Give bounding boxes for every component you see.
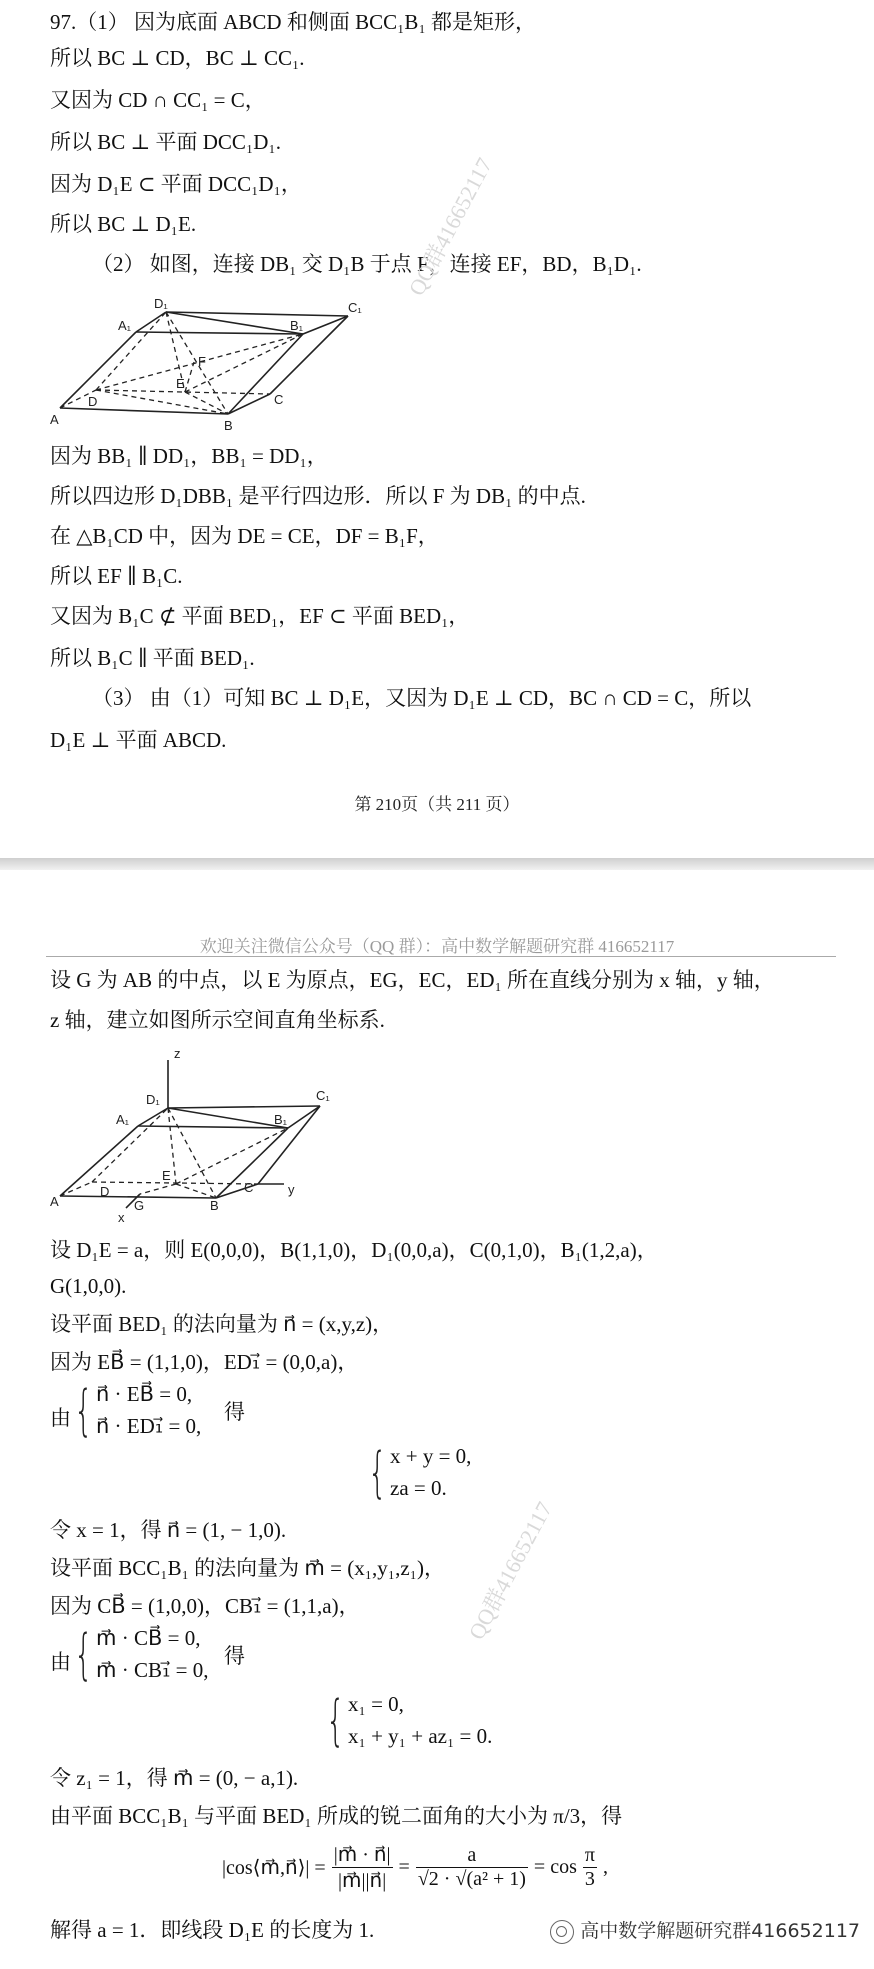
- wechat-icon: [550, 1920, 574, 1944]
- text-line: 因为 D₁E ⊂ 平面 DCC₁D₁，: [50, 172, 302, 196]
- page-210: [0, 0, 874, 858]
- formula-end: ,: [602, 1856, 608, 1878]
- text-line: 设平面 BCC₁B₁ 的法向量为 m⃗ = (x₁,y₁,z₁)，: [50, 1556, 445, 1580]
- label-B1: B₁: [274, 1112, 288, 1127]
- text-line: 所以 B₁C ∥ 平面 BED₁.: [50, 646, 255, 670]
- cosine-formula: [222, 1842, 608, 1893]
- system-tail: 得: [224, 1644, 245, 1668]
- brace: {: [74, 1623, 93, 1686]
- text-line: 由平面 BCC₁B₁ 与平面 BED₁ 所成的锐二面角的大小为 π/3，得: [50, 1804, 623, 1828]
- label-F: F: [198, 354, 206, 369]
- brand-watermark: [550, 1916, 860, 1944]
- label-A: A: [50, 412, 59, 427]
- label-B: B: [210, 1198, 219, 1213]
- label-A1: A₁: [116, 1112, 130, 1127]
- page-footer: 第 210页（共 211 页）: [354, 795, 520, 814]
- text-line: 设 G 为 AB 的中点，以 E 为原点，EG，EC，ED₁ 所在直线分别为 x 轴，y 轴，: [50, 968, 775, 992]
- text-line: D₁E ⊥ 平面 ABCD.: [50, 728, 227, 752]
- label-B: B: [224, 418, 233, 433]
- brace: {: [368, 1441, 387, 1504]
- equals: =: [398, 1856, 410, 1878]
- fraction-denominator: √2 · √(a² + 1): [417, 1868, 526, 1890]
- fraction-numerator: π: [584, 1844, 595, 1866]
- coordinate-figure: [48, 1044, 358, 1224]
- label-C: C: [244, 1180, 254, 1195]
- fraction: [332, 1842, 393, 1893]
- text-line: 令 z₁ = 1，得 m⃗ = (0, − a,1).: [50, 1766, 299, 1790]
- text-line: 令 x = 1，得 n⃗ = (1, − 1,0).: [50, 1518, 287, 1542]
- page-separator: [0, 858, 874, 870]
- page-211: [0, 870, 874, 1969]
- text-line: （3） 由（1）可知 BC ⊥ D₁E，又因为 D₁E ⊥ CD，BC ∩ CD = C，所以: [92, 686, 752, 710]
- text-line: 因为 CB⃗ = (1,0,0)，CB₁⃗ = (1,1,a)，: [50, 1594, 360, 1618]
- fraction: [416, 1844, 528, 1891]
- text-line: 因为 BB₁ ∥ DD₁，BB₁ = DD₁，: [50, 444, 328, 468]
- label-B1: B₁: [290, 318, 304, 333]
- watermark: QQ群416652117: [463, 1497, 557, 1644]
- text-line: 又因为 B₁C ⊄ 平面 BED₁，EF ⊂ 平面 BED₁，: [50, 604, 470, 628]
- fraction: [583, 1844, 597, 1891]
- system-tail: 得: [224, 1400, 245, 1424]
- text-line: 因为 EB⃗ = (1,1,0)，ED₁⃗ = (0,0,a)，: [50, 1350, 359, 1374]
- equals-cos: = cos: [533, 1856, 577, 1878]
- page-header: 欢迎关注微信公众号（QQ 群）：高中数学解题研究群 416652117: [199, 937, 675, 956]
- brand-text: 高中数学解题研究群416652117: [580, 1920, 860, 1942]
- system-row: za = 0.: [390, 1476, 447, 1500]
- text-line: 解得 a = 1．即线段 D₁E 的长度为 1.: [50, 1918, 375, 1942]
- system-row: m⃗ · CB₁⃗ = 0,: [96, 1658, 209, 1682]
- text-line: 设 D₁E = a，则 E(0,0,0)，B(1,1,0)，D₁(0,0,a)，C(0,1,0)，B₁(1,2,a)，: [50, 1238, 658, 1262]
- watermark: QQ群416652117: [403, 153, 497, 300]
- system-row: n⃗ · EB⃗ = 0,: [96, 1382, 193, 1406]
- formula-lhs: |cos⟨m⃗,n⃗⟩| =: [222, 1857, 326, 1879]
- text-line: 在 △B₁CD 中，因为 DE = CE，DF = B₁F，: [50, 524, 439, 548]
- prism-figure-1: [48, 296, 378, 436]
- fraction-denominator: 3: [584, 1868, 595, 1890]
- fraction-denominator: |m⃗||n⃗|: [338, 1870, 387, 1892]
- text-line: 所以 BC ⊥ 平面 DCC₁D₁.: [50, 130, 281, 154]
- label-D1: D₁: [146, 1092, 160, 1107]
- system-row: x₁ + y₁ + az₁ = 0.: [348, 1724, 493, 1748]
- header-rule: [46, 956, 836, 957]
- label-y: y: [288, 1182, 295, 1197]
- label-C1: C₁: [348, 300, 362, 315]
- fraction-numerator: a: [416, 1844, 528, 1868]
- label-E: E: [162, 1168, 171, 1183]
- brace: {: [74, 1379, 93, 1442]
- text-line: G(1,0,0).: [50, 1274, 127, 1298]
- label-A: A: [50, 1194, 59, 1209]
- label-C1: C₁: [316, 1088, 330, 1103]
- text-line: 设平面 BED₁ 的法向量为 n⃗ = (x,y,z)，: [50, 1312, 394, 1336]
- fraction-numerator: |m⃗ · n⃗|: [333, 1844, 391, 1866]
- text-line: 所以四边形 D₁DBB₁ 是平行四边形．所以 F 为 DB₁ 的中点.: [50, 484, 586, 508]
- text-line: 所以 BC ⊥ D₁E.: [50, 212, 197, 236]
- label-x: x: [118, 1210, 125, 1224]
- label-A1: A₁: [118, 318, 132, 333]
- text-line: 所以 BC ⊥ CD，BC ⊥ CC₁.: [50, 46, 305, 70]
- text-line: 又因为 CD ∩ CC₁ = C，: [50, 88, 266, 112]
- text-line: （2） 如图，连接 DB₁ 交 D₁B 于点 F，连接 EF，BD，B₁D₁.: [92, 252, 642, 276]
- label-z: z: [174, 1046, 181, 1061]
- label-E: E: [176, 376, 185, 391]
- label-G: G: [134, 1198, 145, 1213]
- system-row: x + y = 0,: [390, 1444, 472, 1468]
- label-C: C: [274, 392, 284, 407]
- system-lead: 由: [50, 1650, 71, 1674]
- text-line: 97.（1） 因为底面 ABCD 和侧面 BCC₁B₁ 都是矩形，: [50, 10, 537, 34]
- system-row: m⃗ · CB⃗ = 0,: [96, 1626, 201, 1650]
- system-row: x₁ = 0,: [348, 1692, 404, 1716]
- label-D: D: [88, 394, 98, 409]
- label-D1: D₁: [154, 296, 168, 311]
- system-lead: 由: [50, 1406, 71, 1430]
- system-row: n⃗ · ED₁⃗ = 0,: [96, 1414, 202, 1438]
- brace: {: [326, 1689, 345, 1752]
- text-line: z 轴，建立如图所示空间直角坐标系.: [50, 1008, 385, 1032]
- text-line: 所以 EF ∥ B₁C.: [50, 564, 183, 588]
- label-D: D: [100, 1184, 110, 1199]
